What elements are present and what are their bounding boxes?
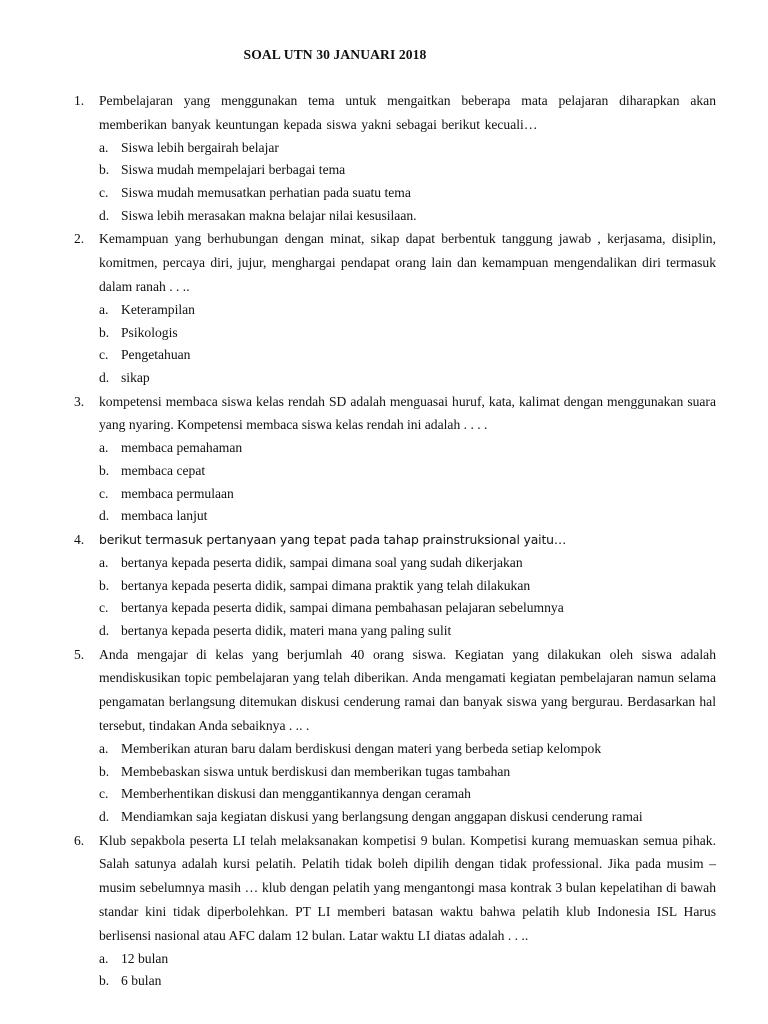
option-b [99,970,716,993]
option-letter: a. [99,139,109,155]
option-letter: b. [99,577,110,593]
option-text: Siswa mudah mempelajari berbagai tema [121,162,346,178]
option-text: Siswa lebih bergairah belajar [121,139,279,155]
question-text: Anda mengajar di kelas yang berjumlah 40 orang siswa. Kegiatan yang dilakukan oleh siswa adalah mendiskusikan topic pembelajaran yang telah diberikan. Anda mengamati kegiatan pembelajaran namun selama pengamatan berlangsung ditemukan diskusi cenderung ramai dan banyak siswa yang bergurau. Berdasarkan hal tersebut, tindakan Anda sebaiknya . .. . [99,646,716,734]
option-d [99,806,716,829]
option-text: Keterampilan [121,301,195,317]
option-letter: a. [99,740,109,756]
option-text: bertanya kepada peserta didik, sampai dimana soal yang sudah dikerjakan [121,554,523,570]
option-list [99,738,716,829]
option-list [99,552,716,643]
option-list [99,437,716,528]
option-d [99,505,716,528]
option-letter: d. [99,508,110,524]
option-letter: a. [99,950,109,966]
option-letter: a. [99,440,109,456]
question-number: 4. [74,532,85,548]
option-b [99,575,716,598]
question-number: 5. [74,646,85,662]
option-text: Siswa lebih merasakan makna belajar nilai kesusilaan. [121,207,417,223]
option-d [99,620,716,643]
option-letter: b. [99,462,110,478]
option-a [99,738,716,761]
option-a [99,437,716,460]
option-c [99,182,716,205]
option-text: bertanya kepada peserta didik, materi mana yang paling sulit [121,622,452,638]
option-list [99,948,716,993]
option-text: 6 bulan [121,973,162,989]
question-5 [74,643,716,829]
option-b [99,322,716,345]
option-letter: c. [99,485,109,501]
option-text: bertanya kepada peserta didik, sampai dimana pembahasan pelajaran sebelumnya [121,600,564,616]
option-letter: a. [99,301,109,317]
option-a [99,948,716,971]
option-text: Memberikan aturan baru dalam berdiskusi dengan materi yang berbeda setiap kelompok [121,740,602,756]
option-text: membaca cepat [121,462,206,478]
option-letter: b. [99,324,110,340]
option-c [99,483,716,506]
option-a [99,299,716,322]
question-4 [74,528,716,643]
question-list [74,89,716,993]
option-text: membaca pemahaman [121,440,243,456]
option-a [99,552,716,575]
option-c [99,597,716,620]
document-title: SOAL UTN 30 JANUARI 2018 [243,47,427,62]
option-text: sikap [121,369,150,385]
option-letter: d. [99,622,110,638]
question-text: berikut termasuk pertanyaan yang tepat pada tahap prainstruksional yaitu… [99,532,567,548]
option-letter: c. [99,786,109,802]
question-text: Klub sepakbola peserta LI telah melaksanakan kompetisi 9 bulan. Kompetisi kurang memuaskan semua pihak. Salah satunya adalah kursi pelatih. Pelatih tidak boleh dipilih dengan tidak professional. Jika pada musim – musim sebelumnya masih … klub dengan pelatih yang mengantongi masa kontrak 3 bulan kepelatihan di bawah standar kini tidak diperbolehkan. PT LI memberi batasan waktu bahwa pelatih klub Indonesia ISL Harus berlisensi nasional atau AFC dalam 12 bulan. Latar waktu LI diatas adalah . . .. [99,832,716,943]
option-letter: c. [99,347,109,363]
option-c [99,783,716,806]
option-text: 12 bulan [121,950,169,966]
option-letter: c. [99,600,109,616]
option-letter: a. [99,554,109,570]
question-number: 2. [74,231,85,247]
option-letter: b. [99,763,110,779]
question-1 [74,89,716,227]
option-list [99,137,716,228]
option-text: membaca permulaan [121,485,234,501]
option-d [99,205,716,228]
question-text: Pembelajaran yang menggunakan tema untuk mengaitkan beberapa mata pelajaran diharapkan akan memberikan banyak keuntungan kepada siswa yakni sebagai berikut kecuali… [99,93,716,132]
question-text: kompetensi membaca siswa kelas rendah SD adalah menguasai huruf, kata, kalimat dengan menggunakan suara yang nyaring. Kompetensi membaca siswa kelas rendah ini adalah . . . . [99,393,716,433]
question-3 [74,390,716,528]
option-text: bertanya kepada peserta didik, sampai dimana praktik yang telah dilakukan [121,577,531,593]
question-2 [74,227,716,389]
option-letter: b. [99,162,110,178]
option-a [99,137,716,160]
question-number: 6. [74,832,85,848]
question-6 [74,829,716,993]
option-text: Psikologis [121,324,178,340]
option-letter: d. [99,369,110,385]
option-d [99,367,716,390]
option-text: Pengetahuan [121,347,191,363]
option-text: Memberhentikan diskusi dan menggantikannya dengan ceramah [121,786,471,802]
option-letter: c. [99,185,109,200]
option-letter: b. [99,973,110,989]
option-letter: d. [99,207,110,223]
option-list [99,299,716,390]
option-text: Mendiamkan saja kegiatan diskusi yang berlangsung dengan anggapan diskusi cenderung ramai [121,808,643,824]
option-text: membaca lanjut [121,508,208,524]
question-text: Kemampuan yang berhubungan dengan minat, sikap dapat berbentuk tanggung jawab , kerjasama, disiplin, komitmen, percaya diri, jujur, menghargai pendapat orang lain dan kemampuan mengendalikan diri termasuk dalam ranah . . .. [99,231,716,294]
option-text: Siswa mudah memusatkan perhatian pada suatu tema [121,185,411,200]
option-b [99,460,716,483]
option-b [99,761,716,784]
question-number: 1. [74,93,85,108]
option-b [99,159,716,182]
option-text: Membebaskan siswa untuk berdiskusi dan memberikan tugas tambahan [121,763,511,779]
option-c [99,344,716,367]
question-number: 3. [74,393,85,409]
option-letter: d. [99,808,110,824]
